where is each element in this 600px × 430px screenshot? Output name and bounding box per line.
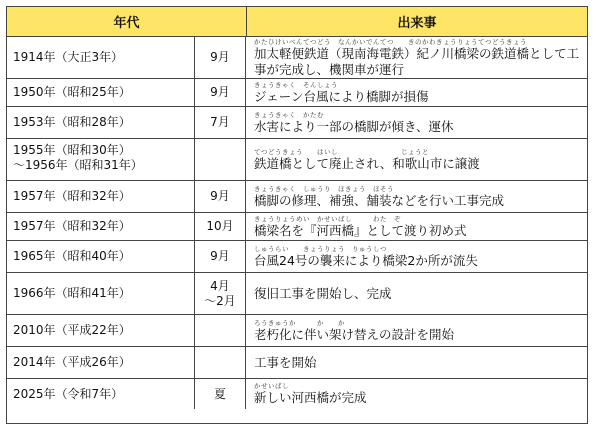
year-cell: [7, 347, 195, 378]
month-cell: [195, 347, 246, 378]
event-cell: [246, 107, 587, 138]
event-cell: [246, 241, 587, 272]
month-cell: [195, 273, 246, 314]
month-text: 9月: [210, 189, 230, 203]
event-text: 橋梁名を『河西橋』として渡り初め式: [254, 222, 467, 238]
month-cell: [195, 181, 246, 212]
event-cell: [246, 37, 587, 78]
history-table: [6, 6, 588, 424]
year-text: 1955年（昭和30年）: [13, 143, 131, 157]
event-furigana: きょうきゃく そんしょう: [254, 80, 338, 89]
event-text: 水害により一部の橋脚が傾き、運休: [254, 118, 454, 134]
year-text: 1957年（昭和32年）: [13, 189, 131, 203]
table-row: [7, 107, 587, 139]
table-row: [7, 37, 587, 79]
event-cell: [246, 273, 587, 314]
month-text: 9月: [210, 50, 230, 64]
table-body: [7, 37, 587, 409]
event-furigana: きょうりょうめい かせいばし わた ぞ: [254, 214, 401, 223]
year-text: 1966年（昭和41年）: [13, 286, 131, 300]
table-header: [7, 7, 587, 37]
month-text: 9月: [210, 85, 230, 99]
table-row: [7, 139, 587, 181]
month-cell: [195, 37, 246, 78]
year-text: 2014年（平成26年）: [13, 355, 131, 369]
year-cell: [7, 37, 195, 78]
year-cell: [7, 181, 195, 212]
year-cell: [7, 273, 195, 314]
table-row: [7, 379, 587, 409]
event-cell: [246, 213, 587, 240]
event-cell: [246, 181, 587, 212]
year-cell: [7, 379, 195, 409]
event-furigana: てつどうきょう はいし じょうと: [254, 147, 429, 156]
month-text-2: ～2月: [204, 293, 236, 308]
year-text: 1914年（大正3年）: [13, 50, 124, 64]
year-cell: [7, 139, 195, 180]
header-year: 年代: [7, 7, 247, 36]
event-furigana: ろうきゅうか か か: [254, 318, 345, 327]
table-row: [7, 79, 587, 107]
year-text: 1965年（昭和40年）: [13, 249, 131, 263]
year-cell: [7, 79, 195, 106]
event-text: 老朽化に伴い架け替えの設計を開始: [254, 326, 455, 342]
event-text: 台風24号の襲来により橋梁2か所が流失: [254, 252, 478, 268]
table-row: [7, 315, 587, 347]
table-row: [7, 347, 587, 379]
month-cell: [195, 213, 246, 240]
event-text: 事が完成し、機関車が運行: [253, 61, 404, 77]
table-row: [7, 273, 587, 315]
year-text: 1957年（昭和32年）: [13, 219, 131, 233]
year-text-2: ～1956年（昭和31年）: [13, 158, 143, 172]
month-cell: [195, 107, 246, 138]
year-cell: [7, 107, 195, 138]
year-text: 2025年（令和7年）: [13, 386, 124, 401]
year-cell: [7, 213, 195, 240]
month-cell: [195, 139, 246, 180]
event-cell: [246, 79, 587, 106]
event-text: 工事を開始: [254, 354, 317, 370]
header-event: 出来事: [397, 16, 437, 31]
event-text: 橋脚の修理、補強、舗装などを行い工事完成: [254, 192, 505, 208]
table-row: [7, 213, 587, 241]
event-cell: [246, 347, 587, 378]
month-cell: [195, 315, 246, 346]
table-row: [7, 181, 587, 213]
event-furigana: かせいばし: [254, 382, 289, 390]
month-text: 7月: [210, 115, 230, 129]
event-cell: [246, 379, 587, 409]
event-cell: [246, 139, 587, 180]
event-furigana: かたひけいべんてつどう なんかいでんてつ きのかわきょうりょうてつどうきょう: [253, 37, 527, 46]
year-text: 2010年（平成22年）: [13, 323, 131, 337]
year-cell: [7, 315, 195, 346]
event-text: 新しい河西橋が完成: [254, 390, 367, 405]
month-text: 10月: [206, 219, 234, 233]
event-text: 加太軽便鉄道（現南海電鉄）紀ノ川橋梁の鉄道橋として工: [253, 45, 579, 61]
month-cell: [195, 379, 246, 409]
year-text: 1953年（昭和28年）: [13, 115, 131, 129]
year-cell: [7, 241, 195, 272]
event-cell: [246, 315, 587, 346]
month-text: 夏: [213, 386, 226, 401]
event-furigana: きょうきゃく かたむ: [254, 110, 324, 119]
event-text: 復旧工事を開始し、完成: [254, 285, 392, 301]
table-row: [7, 241, 587, 273]
event-furigana: きょうきゃく しゅうり ほきょう ほそう: [254, 184, 394, 193]
event-text: 鉄道橋として廃止され、和歌山市に譲渡: [254, 155, 480, 171]
year-text: 1950年（昭和25年）: [13, 85, 131, 99]
month-cell: [195, 79, 246, 106]
month-text: 4月: [210, 278, 230, 293]
month-text: 9月: [210, 249, 230, 263]
month-cell: [195, 241, 246, 272]
event-text: ジェーン台風により橋脚が損傷: [254, 88, 429, 104]
event-furigana: しゅうらい きょうりょう りゅうしつ: [254, 244, 387, 253]
